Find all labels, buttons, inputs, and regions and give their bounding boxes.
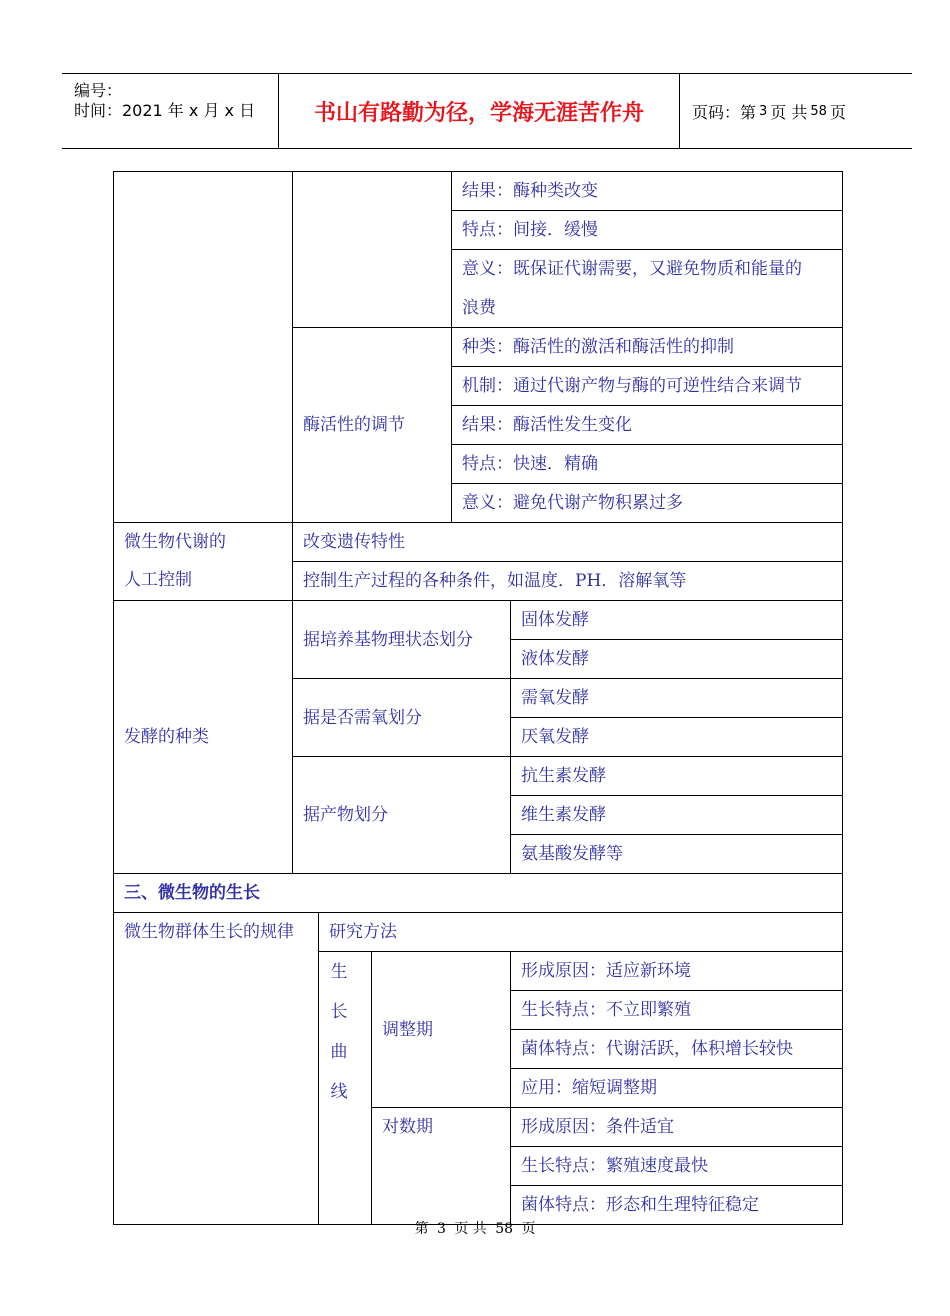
section-heading: 三、微生物的生长	[114, 874, 843, 913]
table-cell: 液体发酵	[511, 640, 843, 679]
document-header	[62, 73, 912, 149]
curve-char: 曲	[330, 1042, 348, 1062]
table-cell: 应用：缩短调整期	[511, 1069, 843, 1108]
table-cell: 意义：避免代谢产物积累过多	[452, 484, 843, 523]
page-suffix: 页	[829, 102, 846, 122]
table-cell: 菌体特点：代谢活跃，体积增长较快	[511, 1030, 843, 1069]
control-label-line1: 微生物代谢的	[124, 532, 226, 552]
curve-char: 生	[330, 962, 348, 982]
header-meta	[62, 74, 278, 148]
curve-char: 线	[330, 1082, 348, 1102]
table-row-label	[114, 523, 293, 601]
table-cell: 厌氧发酵	[511, 718, 843, 757]
time-label: 时间：2021 年 x 月 x 日	[74, 101, 256, 120]
curve-char: 长	[330, 1002, 348, 1022]
content-table	[113, 171, 843, 1225]
table-cell-empty	[293, 172, 452, 328]
footer-prefix: 第	[414, 1221, 429, 1237]
footer-total: 58	[495, 1221, 514, 1237]
page-footer	[0, 1218, 950, 1238]
table-cell: 维生素发酵	[511, 796, 843, 835]
table-cell: 生长特点：不立即繁殖	[511, 991, 843, 1030]
table-cell: 研究方法	[319, 913, 843, 952]
table-cell: 生长特点：繁殖速度最快	[511, 1147, 843, 1186]
table-cell: 固体发酵	[511, 601, 843, 640]
table-cell: 结果：酶活性发生变化	[452, 406, 843, 445]
table-cell: 控制生产过程的各种条件，如温度．PH．溶解氧等	[293, 562, 843, 601]
table-cell: 氨基酸发酵等	[511, 835, 843, 874]
control-label-line2: 人工控制	[124, 570, 192, 590]
page-mid: 页 共	[770, 102, 808, 122]
table-cell: 机制：通过代谢产物与酶的可逆性结合来调节	[452, 367, 843, 406]
header-motto: 书山有路勤为径，学海无涯苦作舟	[313, 100, 644, 126]
page-total: 58	[810, 103, 827, 119]
number-label: 编号：	[74, 81, 123, 100]
table-row-label: 酶活性的调节	[293, 328, 452, 523]
table-cell: 抗生素发酵	[511, 757, 843, 796]
table-row-label: 发酵的种类	[114, 601, 293, 874]
table-row-label: 微生物群体生长的规律	[114, 913, 319, 1225]
table-row-label: 调整期	[372, 952, 511, 1108]
table-cell: 形成原因：条件适宜	[511, 1108, 843, 1147]
table-cell: 形成原因：适应新环境	[511, 952, 843, 991]
footer-suffix: 页	[521, 1221, 536, 1237]
table-cell: 特点：快速．精确	[452, 445, 843, 484]
page-prefix: 页码：第	[692, 102, 757, 122]
table-row-label: 据产物划分	[293, 757, 511, 874]
table-cell: 结果：酶种类改变	[452, 172, 843, 211]
table-cell-empty	[114, 172, 293, 523]
table-cell: 意义：既保证代谢需要，又避免物质和能量的	[452, 250, 843, 289]
table-cell: 种类：酶活性的激活和酶活性的抑制	[452, 328, 843, 367]
table-cell: 特点：间接．缓慢	[452, 211, 843, 250]
page-current: 3	[759, 103, 768, 119]
table-cell: 浪费	[452, 289, 843, 328]
table-cell: 菌体特点：形态和生理特征稳定	[511, 1186, 843, 1225]
header-page-number	[680, 74, 912, 148]
table-row-label: 据是否需氧划分	[293, 679, 511, 757]
growth-curve-label	[319, 952, 372, 1225]
footer-current: 3	[436, 1221, 446, 1237]
table-row-label: 据培养基物理状态划分	[293, 601, 511, 679]
footer-mid: 页 共	[454, 1221, 487, 1237]
table-cell: 改变遗传特性	[293, 523, 843, 562]
table-cell: 需氧发酵	[511, 679, 843, 718]
table-row-label: 对数期	[372, 1108, 511, 1225]
